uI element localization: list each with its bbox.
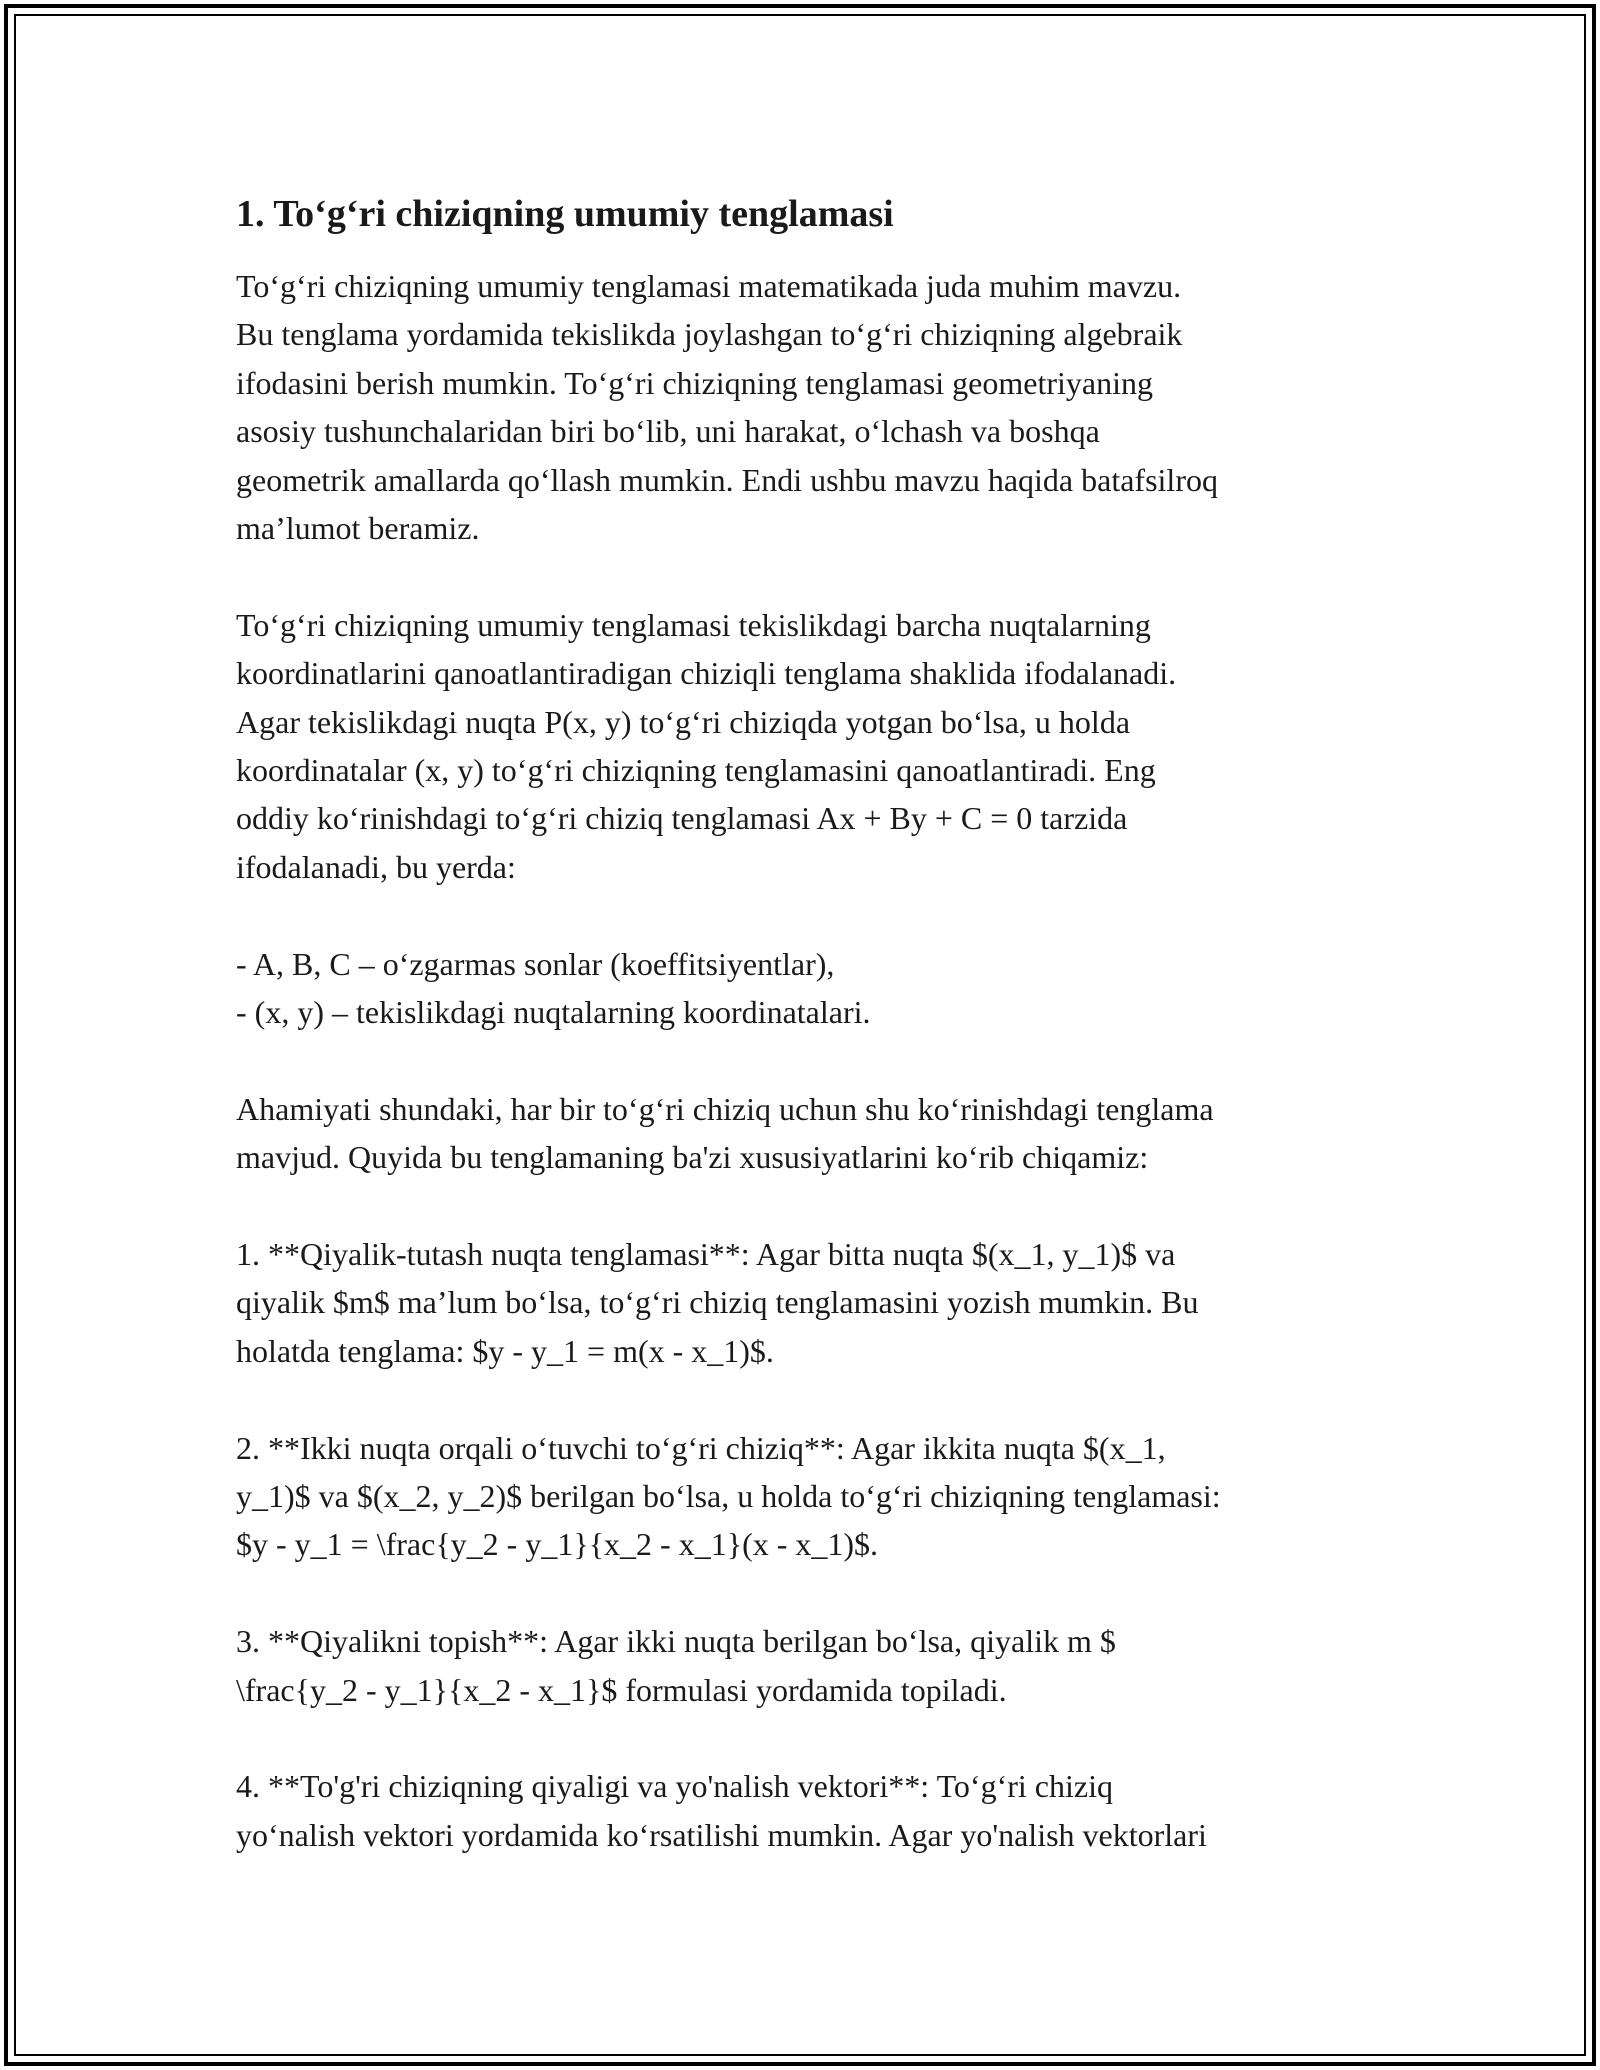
- text-line: ma’lumot beramiz.: [236, 510, 480, 547]
- paragraph-importance: [236, 1085, 1384, 1182]
- paragraph-direction-vector: [236, 1762, 1384, 1859]
- text-line: Bu tenglama yordamida tekislikda joylashgan to‘g‘ri chiziqning algebraik: [236, 316, 1183, 353]
- paragraph-definition: [236, 601, 1384, 891]
- text-line: mavjud. Quyida bu tenglamaning ba'zi xususiyatlarini ko‘rib chiqamiz:: [236, 1139, 1149, 1176]
- text-line: 4. **To'g'ri chiziqning qiyaligi va yo'nalish vektori**: To‘g‘ri chiziq: [236, 1768, 1113, 1805]
- text-line: 1. **Qiyalik-tutash nuqta tenglamasi**: Agar bitta nuqta $(x_1, y_1)$ va: [236, 1236, 1176, 1273]
- text-line: qiyalik $m$ ma’lum bo‘lsa, to‘g‘ri chiziq tenglamasini yozish mumkin. Bu: [236, 1284, 1199, 1321]
- text-line: holatda tenglama: $y - y_1 = m(x - x_1)$.: [236, 1332, 774, 1369]
- paragraph-point-slope: [236, 1230, 1384, 1375]
- text-line: y_1)$ va $(x_2, y_2)$ berilgan bo‘lsa, u holda to‘g‘ri chiziqning tenglamasi:: [236, 1478, 1221, 1515]
- text-line: To‘g‘ri chiziqning umumiy tenglamasi matematikada juda muhim mavzu.: [236, 268, 1182, 304]
- text-line: ifodalanadi, bu yerda:: [236, 848, 516, 885]
- text-line: 3. **Qiyalikni topish**: Agar ikki nuqta berilgan bo‘lsa, qiyalik m $: [236, 1623, 1116, 1660]
- text-line: geometrik amallarda qo‘llash mumkin. Endi ushbu mavzu haqida batafsilroq: [236, 461, 1218, 498]
- text-line: To‘g‘ri chiziqning umumiy tenglamasi tekislikdagi barcha nuqtalarning: [236, 606, 1151, 643]
- text-line: 2. **Ikki nuqta orqali o‘tuvchi to‘g‘ri chiziq**: Agar ikkita nuqta $(x_1,: [236, 1429, 1166, 1466]
- list-item: - (x, y) – tekislikdagi nuqtalarning koordinatalari.: [236, 994, 871, 1031]
- text-line: Agar tekislikdagi nuqta P(x, y) to‘g‘ri chiziqda yotgan bo‘lsa, u holda: [236, 703, 1131, 740]
- list-item: - A, B, C – o‘zgarmas sonlar (koeffitsiyentlar),: [236, 945, 835, 982]
- document-body: [236, 186, 1384, 1908]
- paragraph-intro: [236, 262, 1384, 552]
- text-line: koordinatalar (x, y) to‘g‘ri chiziqning tenglamasini qanoatlantiradi. Eng: [236, 752, 1156, 789]
- paragraph-variables-list: [236, 940, 1384, 1037]
- text-line: oddiy ko‘rinishdagi to‘g‘ri chiziq tenglamasi Ax + By + C = 0 tarzida: [236, 800, 1128, 837]
- text-line: \frac{y_2 - y_1}{x_2 - x_1}$ formulasi yordamida topiladi.: [236, 1671, 1007, 1708]
- text-line: $y - y_1 = \frac{y_2 - y_1}{x_2 - x_1}(x - x_1)$.: [236, 1526, 879, 1563]
- section-title: 1. To‘g‘ri chiziqning umumiy tenglamasi: [236, 193, 894, 235]
- text-line: Ahamiyati shundaki, har bir to‘g‘ri chiziq uchun shu ko‘rinishdagi tenglama: [236, 1090, 1214, 1127]
- text-line: koordinatlarini qanoatlantiradigan chiziqli tenglama shaklida ifodalanadi.: [236, 655, 1177, 692]
- text-line: ifodasini berish mumkin. To‘g‘ri chiziqning tenglamasi geometriyaning: [236, 364, 1153, 401]
- paragraph-two-point: [236, 1424, 1384, 1569]
- text-line: yo‘nalish vektori yordamida ko‘rsatilishi mumkin. Agar yo'nalish vektorlari: [236, 1816, 1207, 1853]
- text-line: asosiy tushunchalaridan biri bo‘lib, uni harakat, o‘lchash va boshqa: [236, 413, 1100, 450]
- paragraph-find-slope: [236, 1617, 1384, 1714]
